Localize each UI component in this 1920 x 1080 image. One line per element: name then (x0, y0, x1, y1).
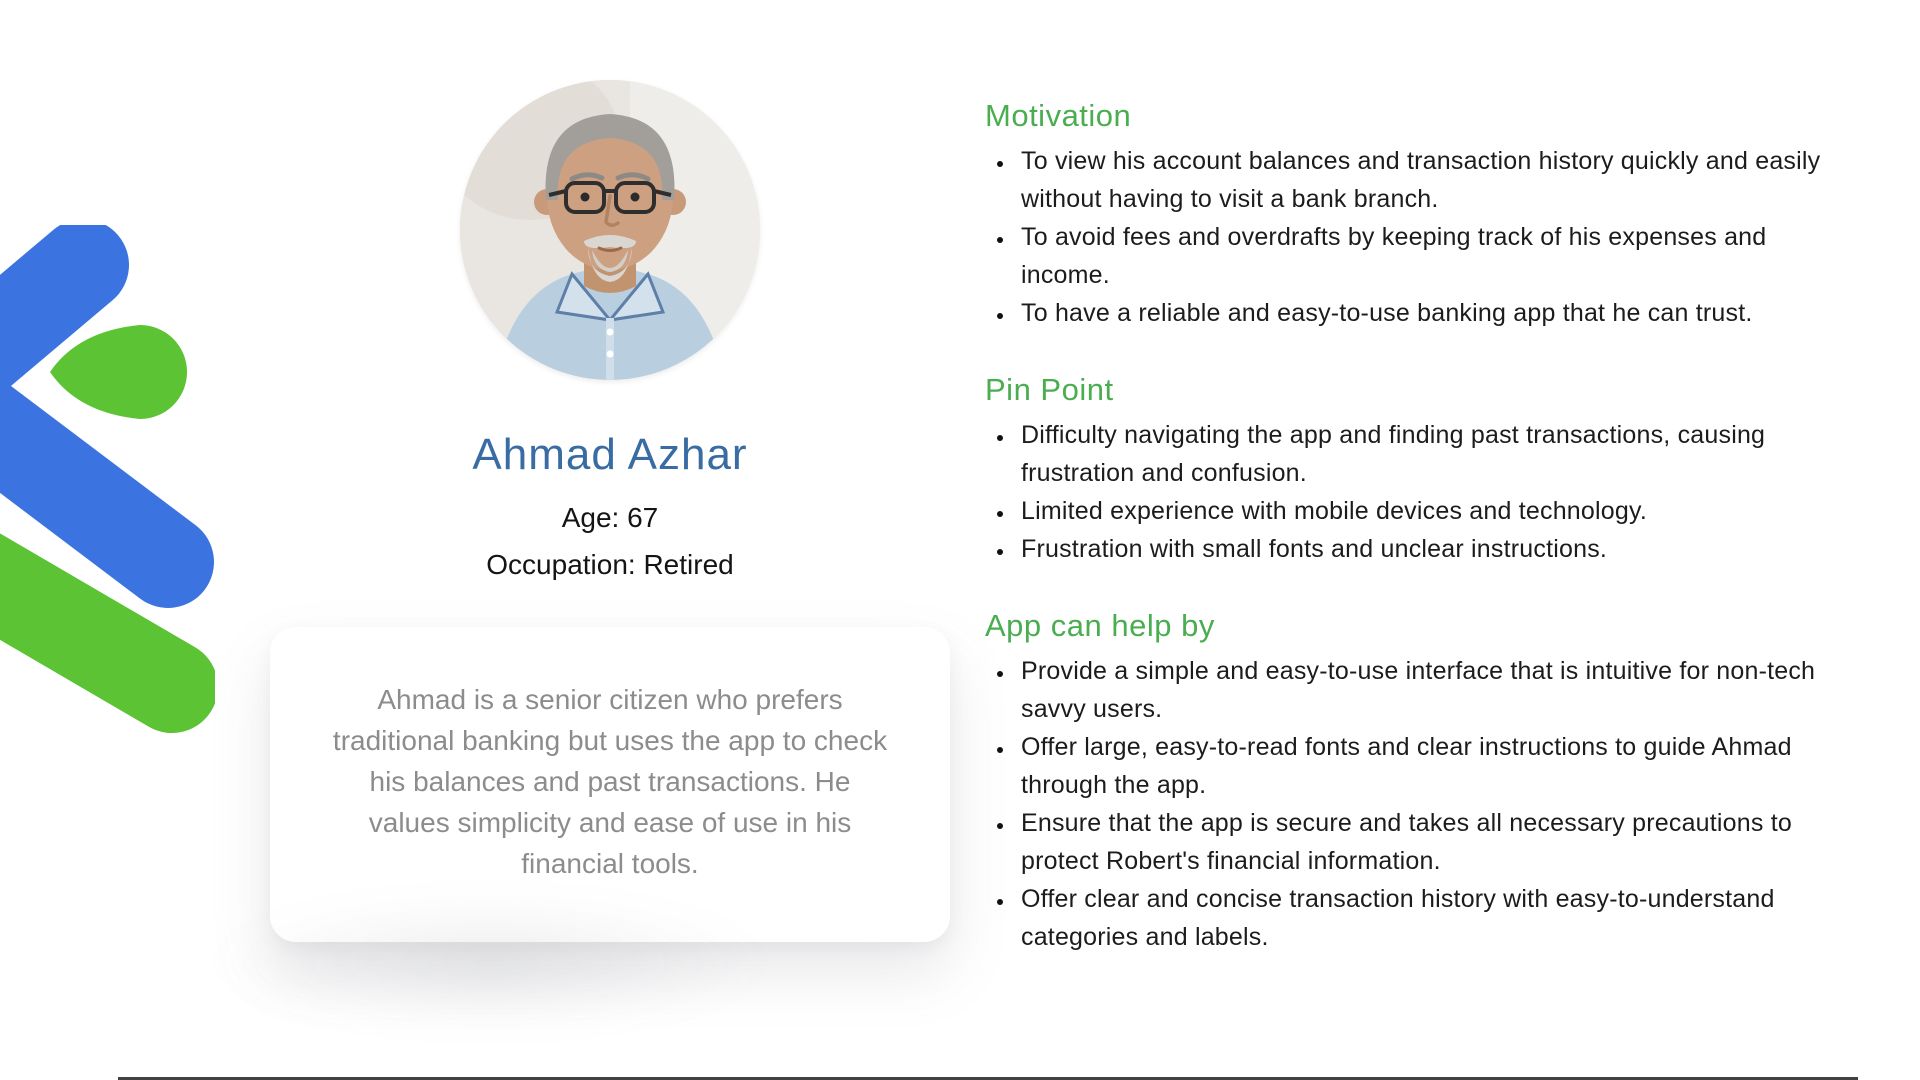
bullet-item: • To view his account balances and transaction history quickly and easily without having to visit a bank branch. (1015, 142, 1835, 218)
bullet-item: • Ensure that the app is secure and takes all necessary precautions to protect Robert's financial information. (1015, 804, 1835, 880)
profile-column (270, 80, 950, 942)
app-help-bullet-list (985, 652, 1835, 956)
motivation-bullet-list (985, 142, 1835, 332)
bullet-item: • To have a reliable and easy-to-use banking app that he can trust. (1015, 294, 1835, 332)
bullet-item: • Frustration with small fonts and unclear instructions. (1015, 530, 1835, 568)
bank-logo-icon (0, 225, 215, 805)
persona-age: Age: 67 (561, 502, 659, 533)
pin-point-bullet-list (985, 416, 1835, 568)
section-app-can-help-by (985, 608, 1845, 956)
details-column (985, 98, 1845, 996)
persona-name: Ahmad Azhar (472, 430, 748, 479)
persona-occupation: Occupation: Retired (486, 549, 734, 580)
persona-photo (460, 80, 760, 380)
section-motivation (985, 98, 1845, 332)
bullet-item: • To avoid fees and overdrafts by keeping track of his expenses and income. (1015, 218, 1835, 294)
summary-card (270, 627, 950, 942)
section-pin-point (985, 372, 1845, 568)
section-title-pin-point: Pin Point (985, 372, 1114, 407)
bullet-item: • Difficulty navigating the app and finding past transactions, causing frustration and confusion. (1015, 416, 1835, 492)
bullet-item: • Provide a simple and easy-to-use interface that is intuitive for non-tech savvy users. (1015, 652, 1835, 728)
section-title-motivation: Motivation (985, 98, 1132, 133)
summary-text: Ahmad is a senior citizen who prefers traditional banking but uses the app to check his balances and past transactions. He values simplicity and ease of use in his financial tools. (332, 684, 888, 879)
elderly-man-avatar-icon (460, 80, 760, 380)
bullet-item: • Offer clear and concise transaction history with easy-to-understand categories and labels. (1015, 880, 1835, 956)
bullet-item: • Limited experience with mobile devices and technology. (1015, 492, 1835, 530)
section-title-app-can-help-by: App can help by (985, 608, 1215, 643)
bullet-item: • Offer large, easy-to-read fonts and clear instructions to guide Ahmad through the app. (1015, 728, 1835, 804)
